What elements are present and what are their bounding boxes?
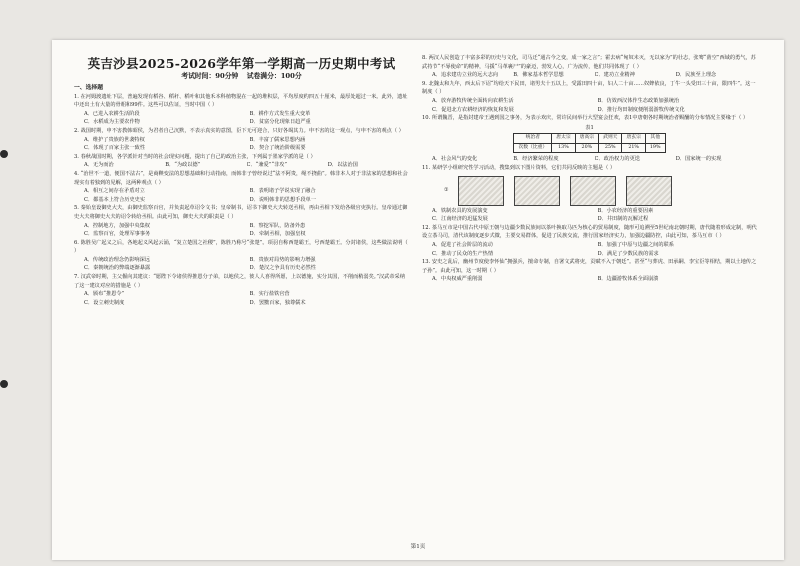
option-a[interactable]: A．无为而治 [84,162,114,169]
question-stem: 5. 秦始皇设御史大夫，由御史监察百官，并负责起草诏令文书；皇帝制书，诏书下御史大夫转送丞相，再由丞相下发给各级官吏执行。皇帝通过御史大夫将御史大夫的诏令转给丞相。由此可知，御史大夫的职责是（ ） [74,205,408,220]
option-c[interactable]: C．体现了百家主张一致性 [84,145,146,152]
option-c[interactable]: C．都基本上符合历史史实 [84,196,146,203]
option-c[interactable]: C．水稻成为主要农作物 [84,119,140,126]
option-a[interactable]: A．相互之间存在矛盾对立 [84,188,145,195]
option-d[interactable]: D．牵制丞相，加强皇权 [249,231,306,238]
option-c[interactable]: C．推动了民众的生产热情 [432,250,494,257]
question-options [74,222,409,239]
option-b[interactable]: B．实行盐铁官营 [249,291,290,298]
option-b[interactable]: B．丰富了儒家思想内涵 [249,136,306,143]
table-header-cell: 其他 [645,134,665,144]
option-a[interactable]: A．追求建功立业的远大志向 [432,72,498,79]
option-b[interactable]: B．“为政以德” [165,162,201,169]
question-stem: 8. 两汉人民创造了丰富多彩的历史与文化，司马迁“通古今之变，成一家之言”；霍去病“匈奴未灭，无以家为”的壮志，张骞“凿空”西域的勇气，苏武持节“不辱使命”的精神，马援“马革裹尸”的豪迈，勃发人心，广为流传，他们共同体现了（ ） [422,55,756,70]
question-options [74,136,409,153]
option-a[interactable]: A．中央权威严重削弱 [432,276,483,283]
option-b[interactable]: B．察挖军队，防备外患 [249,222,306,229]
distribution-table [513,133,665,153]
option-d[interactable]: D．贫富分化现象日趋严重 [249,119,311,126]
question-6 [74,239,409,273]
option-b[interactable]: B．佛家基本哲学思想 [513,72,564,79]
option-b[interactable]: B．耕作方式发生重大变革 [249,110,311,117]
option-b[interactable]: B．边疆游牧体系全面崩溃 [597,276,659,283]
option-d[interactable]: D．楚汉之争具有历史必然性 [249,265,316,272]
picture-row [422,176,757,206]
question-stem: 9. 北魏太和九年，西太后下诏“均给天下民田，诸男夫十五以上，受露田四十亩，妇人二十亩……奴婢依良，丁牛一头受田三十亩，限四牛”。这一制度（ ） [422,80,756,96]
option-c[interactable]: C．政治权力的更迭 [594,156,640,163]
section-heading: 一、选择题 [74,85,103,91]
question-stem: 11. 某研学小组研究性学习活动，搜集到以下图片资料，它们共同反映的主题是（ ） [422,164,616,171]
question-stem: 7. 汉武帝时期，主父偃向其建议：“愿陛下令诸侯得推恩分子弟，以地侯之，彼人人喜得所愿，上以德施，实分其国，不削而稍弱矣。”汉武帝采纳了这一建议对应的措施是（ ） [74,274,405,289]
question-options [422,275,757,284]
question-options [74,161,409,170]
binding-hole-mark [0,380,8,388]
question-stem: 12. 茶马互市是中国古代中原王朝与边疆少数民族间以茶叶换取马匹为核心的贸易制度，随形可追溯至5世纪南北朝时期，唐代随着形成定制，明代设立茶马司，清代该制度逐步式微，主要交易群体，促进了民族交流，推行国家经济实力，加强边疆防控，由此可知，茶马互市（ ） [422,224,757,240]
table-cell: 20% [575,143,598,153]
option-d[interactable]: D．国家统一的实现 [675,156,722,163]
question-2 [74,127,409,153]
question-8 [422,54,757,80]
question-options [74,256,409,273]
farming-picture-1 [458,176,504,206]
table-header-row [514,134,665,144]
exam-meta [74,71,409,81]
question-stem: 13. 安史之乱后，幽州节度使李怀仙“拥强兵，擅命专制，自署文武将吏，贡赋不入于朝廷”。甚至“与葬虎、田承嗣、李宝臣等相结，期以土地传之子孙”。由此可知，这一时期（ ） [422,259,757,274]
option-b[interactable]: B．加强了中原与边疆之间的联系 [597,241,674,248]
option-a[interactable]: A．颁布“推恩令” [84,291,125,298]
option-c[interactable]: C．监察百官，处理军事事务 [84,231,151,238]
option-c[interactable]: C．“兼爱”“非攻” [246,162,288,169]
option-d[interactable]: D．说明韩非的思想手段单一 [249,196,316,203]
option-a[interactable]: A．铁制农具的发展演变 [432,207,488,214]
option-b[interactable]: B．经济繁荣的程度 [513,156,559,163]
option-a[interactable]: A．促进了社会阶层的流动 [432,241,493,248]
option-d[interactable]: D．满足了少数民族的需求 [597,250,659,257]
page-footer: 第1页 [410,544,426,550]
binding-hole-mark [0,150,8,158]
table-row-label: 次数（比重） [514,143,552,153]
option-d[interactable]: D．民族至上理念 [675,72,717,79]
question-stem: 10. 所谓魏晋，是指封建帝王遇到国之事务，为表示欢庆，常许民间举行大型宴会狂欢，表1中唐朝各时期统治者赐酺的分布情况主要缘于（ ） [422,115,749,122]
question-options [422,97,757,114]
picture-label: ① [444,187,449,194]
question-13 [422,258,757,284]
option-b[interactable]: B．仿效西汉体作生态政策加强统治 [597,97,680,104]
question-options [422,207,757,224]
farming-picture-4 [626,176,672,206]
table-caption: 表1 [585,124,594,131]
question-stem: 4. “治世不一道，便国不法古”，是商鞅变法的思想基础和行动指南，而韩非子曾经说过“法不阿贵，绳不挠曲”。韩非本人对于非法家的思想和社会现实有着独到的见解，这两种观点（ ） [74,170,408,186]
table-cell: 21% [622,143,645,153]
option-c[interactable]: C．秦朝统治的弊端逐渐暴露 [84,265,151,272]
farming-picture-3 [570,176,616,206]
question-3 [74,153,409,170]
option-d[interactable]: D．井田制的瓦解过程 [597,216,649,223]
question-options [74,110,409,127]
question-options [74,290,409,307]
table-header-cell: 唐太宗 [552,134,575,144]
table-cell: 19% [645,143,665,153]
table-header-cell: 唐玄宗 [622,134,645,144]
question-options [422,71,757,80]
option-a[interactable]: A．维护了贵族的世袭特权 [84,136,145,143]
option-d[interactable]: D．以法治国 [327,162,358,169]
farming-picture-2 [514,176,560,206]
question-4 [74,170,409,204]
page-title: 英吉沙县2025-2026学年第一学期高一历史期中考试 [87,56,396,71]
question-7 [74,273,409,307]
option-a[interactable]: A．放弃游牧传统全面转向农耕生活 [432,97,514,104]
full-score: 试卷满分：100分 [246,72,302,80]
table-header-cell: 唐高宗 [575,134,598,144]
option-a[interactable]: A．传统政治理念仍影响深远 [84,256,150,263]
question-stem: 1. 在河姆渡遗址下层，普遍发现有稻谷、稻秆、稻叶和其他禾本科植物混在一起的堆积层，平均厚度约四五十厘米，最厚处超过一米。此外，遗址中还出土有大量的骨耜和99件。这些可以佐证，当时中国（ ） [74,93,408,109]
question-11 [422,164,757,224]
table-cell: 25% [599,143,622,153]
option-c[interactable]: C．江南经济的迅猛发展 [432,216,488,223]
question-stem: 6. 陈胜吴广起义之后，各地起义风起云涌，“复立楚国之社稷”，陈胜乃称号“张楚”。项羽自称西楚霸王，号西楚霸王。分封诸侯，这些做法说明（ ） [74,239,408,255]
option-a[interactable]: A．已进入农耕生活阶段 [84,110,140,117]
table-cell: 13% [552,143,575,153]
option-a[interactable]: A．控制地方，加强中央集权 [84,222,150,229]
table-row [514,143,665,153]
question-10 [422,114,757,164]
option-b[interactable]: B．表明诸子学说实现了融合 [249,188,316,195]
option-b[interactable]: B．贵族对局势的影响力增强 [249,256,316,263]
option-d[interactable]: D．推行均田制度便削弱游牧传统文化 [597,106,685,113]
question-options [74,187,409,204]
exam-paper [52,40,784,560]
question-stem: 2. 战国时期，申不害教韩昭侯，为君者自己沉默，不表示真实的意图，臣下无可迎合，只好各竭其力。申不害的这一观点，与申不害的观点（ ） [74,127,404,134]
question-12 [422,224,757,258]
question-1 [74,93,409,127]
option-b[interactable]: B．小农经济的重要因素 [597,207,654,214]
exam-time: 考试时间：90分钟 [181,72,239,80]
table-header-cell: 武则天 [599,134,622,144]
question-options [422,241,757,258]
question-stem: 3. 春秋战国时期，各学派针对当时的社会现实问题，提出了自己的政治主张，下列属于墨家学派的是（ ） [74,153,316,160]
option-a[interactable]: A．社会风气的变化 [432,156,478,163]
question-5 [74,204,409,238]
question-9 [422,80,757,114]
table-header-cell: 统治者 [514,134,552,144]
question-options [422,155,757,164]
option-c[interactable]: C．促进北方农耕经济的恢复和发展 [432,106,514,113]
left-column [74,54,409,307]
option-d[interactable]: D．契合了统治阶级需要 [249,145,306,152]
option-c[interactable]: C．设立刺史制度 [84,299,125,306]
option-c[interactable]: C．建功立业精神 [594,72,635,79]
option-d[interactable]: D．罢黜百家，独尊儒术 [249,299,306,306]
right-column [422,54,757,284]
